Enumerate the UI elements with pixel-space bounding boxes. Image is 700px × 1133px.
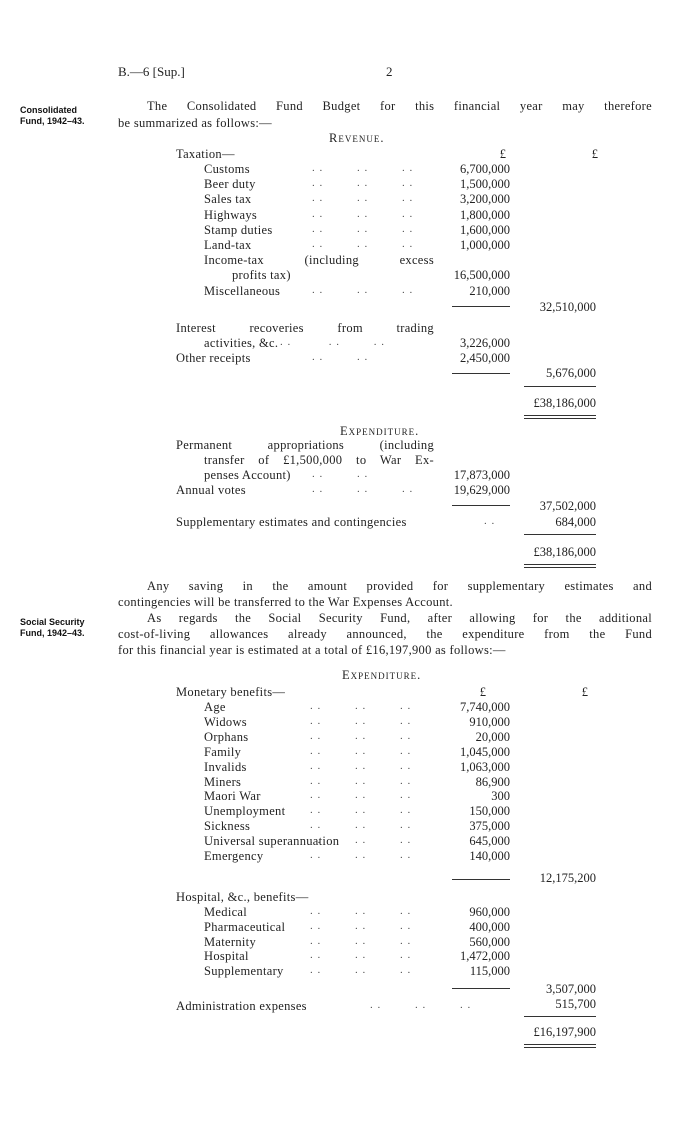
dot-leader: . . . . [312,351,369,363]
dot-leader: . . . . . . [280,336,385,348]
interest-label-2: activities, &c. [204,336,279,350]
row-value: 960,000 [469,905,510,919]
row-value: 3,200,000 [460,192,510,207]
social-grand-total: £16,197,900 [533,1025,596,1039]
taxation-total: 32,510,000 [539,300,596,314]
row-label: Widows [204,714,247,729]
dot-leader: . . . . . . [310,834,412,847]
total-rule [524,1016,596,1017]
double-rule [524,418,596,419]
interest-label: Interest recoveries from trading [176,321,434,335]
row-label: Customs [204,162,250,176]
dot-leader: . . . . . . [310,919,412,932]
row-label: Universal superannuation [204,834,340,849]
perm-label-2: transfer of £1,500,000 to War Ex- [204,453,434,467]
dot-leader: . . . . . . [310,744,412,757]
double-rule [524,1044,596,1045]
row-label: Sickness [204,819,251,834]
dot-leader: . . . . [312,468,369,480]
intro-line-1: The Consolidated Fund Budget for this financial year may therefore [147,99,652,113]
subtotal-rule [452,879,510,880]
para-line-5: for this financial year is estimated at a total of £16,197,900 as follows:— [118,643,506,657]
row-value: 560,000 [469,934,510,949]
row-label: Miscellaneous [204,283,281,298]
perm-value: 17,873,000 [453,468,510,482]
row-label: Maori War [204,789,261,804]
dot-leader: . . . . . . [312,162,414,174]
dot-leader: . . . . . . [312,483,414,495]
margin-note-line: Fund, 1942–43. [20,628,85,638]
dot-leader: . . . . . . [310,964,412,977]
double-rule [524,564,596,565]
admin-expenses-value: 515,700 [555,997,596,1011]
row-label: Hospital [204,949,249,964]
row-value: 300 [491,789,510,804]
row-value: 645,000 [469,834,510,849]
expenditure-heading: Expenditure. [340,424,420,438]
intro-line-2: be summarized as follows:— [118,116,272,130]
total-rule [524,534,596,535]
total-rule [524,386,596,387]
row-value: 1,500,000 [460,177,510,192]
row-value: 86,900 [475,774,510,789]
para-line-3: As regards the Social Security Fund, after allowing for the additional [147,611,652,625]
revenue-heading: Revenue. [329,131,385,145]
dot-leader: . . . . . . [310,700,412,712]
dot-leader: . . . . . . [312,238,414,250]
row-value: 910,000 [469,714,510,729]
annual-votes-value: 19,629,000 [453,483,510,497]
other-receipts-value: 2,450,000 [460,351,510,365]
dot-leader: . . . . . . [310,949,412,962]
row-label: Miners [204,774,242,789]
hospital-benefits-label: Hospital, &c., benefits— [176,890,309,904]
dot-leader: . . . . . . [312,283,414,296]
row-label: Age [204,700,226,714]
dot-leader: . . . . . . [310,774,412,787]
row-label: Family [204,744,242,759]
row-value: 7,740,000 [460,700,510,714]
dot-leader: . . . . . . [312,192,414,205]
expenditure-subtotal: 37,502,000 [539,499,596,513]
perm-label-3: penses Account) [204,468,291,482]
row-value: 1,045,000 [460,744,510,759]
row-value: 140,000 [469,849,510,863]
row-value: 6,700,000 [460,162,510,176]
hospital-total: 3,507,000 [546,982,596,996]
monetary-benefits-label: Monetary benefits— [176,685,286,699]
row-value: 1,600,000 [460,222,510,237]
row-label: Orphans [204,729,249,744]
row-label: Land-tax [204,238,252,252]
double-rule [524,415,596,416]
supplementary-label: Supplementary estimates and contingencies [176,515,407,529]
row-label: Medical [204,905,248,919]
supplementary-value: 684,000 [555,515,596,529]
double-rule [524,1047,596,1048]
expenditure-grand-total: £38,186,000 [533,545,596,559]
row-label: Maternity [204,934,256,949]
row-label: Pharmaceutical [204,919,286,934]
dot-leader: . . . . . . [310,759,412,772]
dot-leader: . . [484,515,496,527]
monetary-total: 12,175,200 [539,871,596,885]
subtotal-rule [452,988,510,989]
row-label: Unemployment [204,804,286,819]
row-value: 375,000 [469,819,510,834]
subtotal-rule [452,306,510,307]
row-label: Beer duty [204,177,256,192]
para-line-1: Any saving in the amount provided for supplementary estimates and [147,579,652,593]
revenue-grand-total: £38,186,000 [533,396,596,410]
col1-symbol: £ [499,147,506,161]
dot-leader: . . . . . . [310,789,412,802]
dot-leader: . . . . . . [310,714,412,727]
taxation-label: Taxation— [176,147,235,161]
row-label-continued: profits tax) [232,268,291,283]
row-label: Stamp duties [204,222,273,237]
row-value: 16,500,000 [453,268,510,283]
para-line-2: contingencies will be transferred to the War Expenses Account. [118,595,453,609]
dot-leader: . . . . . . [310,804,412,817]
interest-value: 3,226,000 [460,336,510,350]
col2-symbol: £ [581,685,588,699]
page-number: 2 [386,64,393,79]
row-value: 210,000 [469,283,510,298]
other-receipts-label: Other receipts [176,351,251,365]
annual-votes-label: Annual votes [176,483,246,497]
row-label: Emergency [204,849,264,863]
double-rule [524,567,596,568]
row-value: 1,800,000 [460,207,510,222]
dot-leader: . . . . . . [370,999,472,1011]
row-value: 115,000 [469,964,510,979]
row-value: 20,000 [475,729,510,744]
row-label: Highways [204,207,258,222]
row-value: 400,000 [469,919,510,934]
margin-note-line: Consolidated [20,105,78,115]
dot-leader: . . . . . . [312,177,414,190]
col2-symbol: £ [591,147,598,161]
page-reference: B.—6 [Sup.] [118,64,185,79]
row-label: Invalids [204,759,247,774]
dot-leader: . . . . . . [310,934,412,947]
margin-note-line: Social Security [20,617,85,627]
other-total: 5,676,000 [546,366,596,380]
dot-leader: . . . . . . [310,729,412,742]
row-value: 1,063,000 [460,759,510,774]
row-label: Supplementary [204,964,284,979]
dot-leader: . . . . . . [312,207,414,220]
row-label: Sales tax [204,192,252,207]
row-value: 1,472,000 [460,949,510,964]
margin-note-social-security [20,617,85,639]
admin-expenses-label: Administration expenses [176,999,307,1013]
dot-leader: . . . . . . [310,819,412,832]
col1-symbol: £ [479,685,486,699]
row-label: Income-tax (including excess [204,253,434,268]
subtotal-rule [452,373,510,374]
para-line-4: cost-of-living allowances already announced, the expenditure from the Fund [118,627,652,641]
subtotal-rule [452,505,510,506]
dot-leader: . . . . . . [310,849,412,861]
dot-leader: . . . . . . [310,905,412,917]
row-value: 150,000 [469,804,510,819]
perm-label-1: Permanent appropriations (including [176,438,434,452]
margin-note-line: Fund, 1942–43. [20,116,85,126]
row-value: 1,000,000 [460,238,510,252]
expenditure-heading-2: Expenditure. [342,668,422,682]
margin-note-consolidated [20,105,85,127]
dot-leader: . . . . . . [312,222,414,235]
